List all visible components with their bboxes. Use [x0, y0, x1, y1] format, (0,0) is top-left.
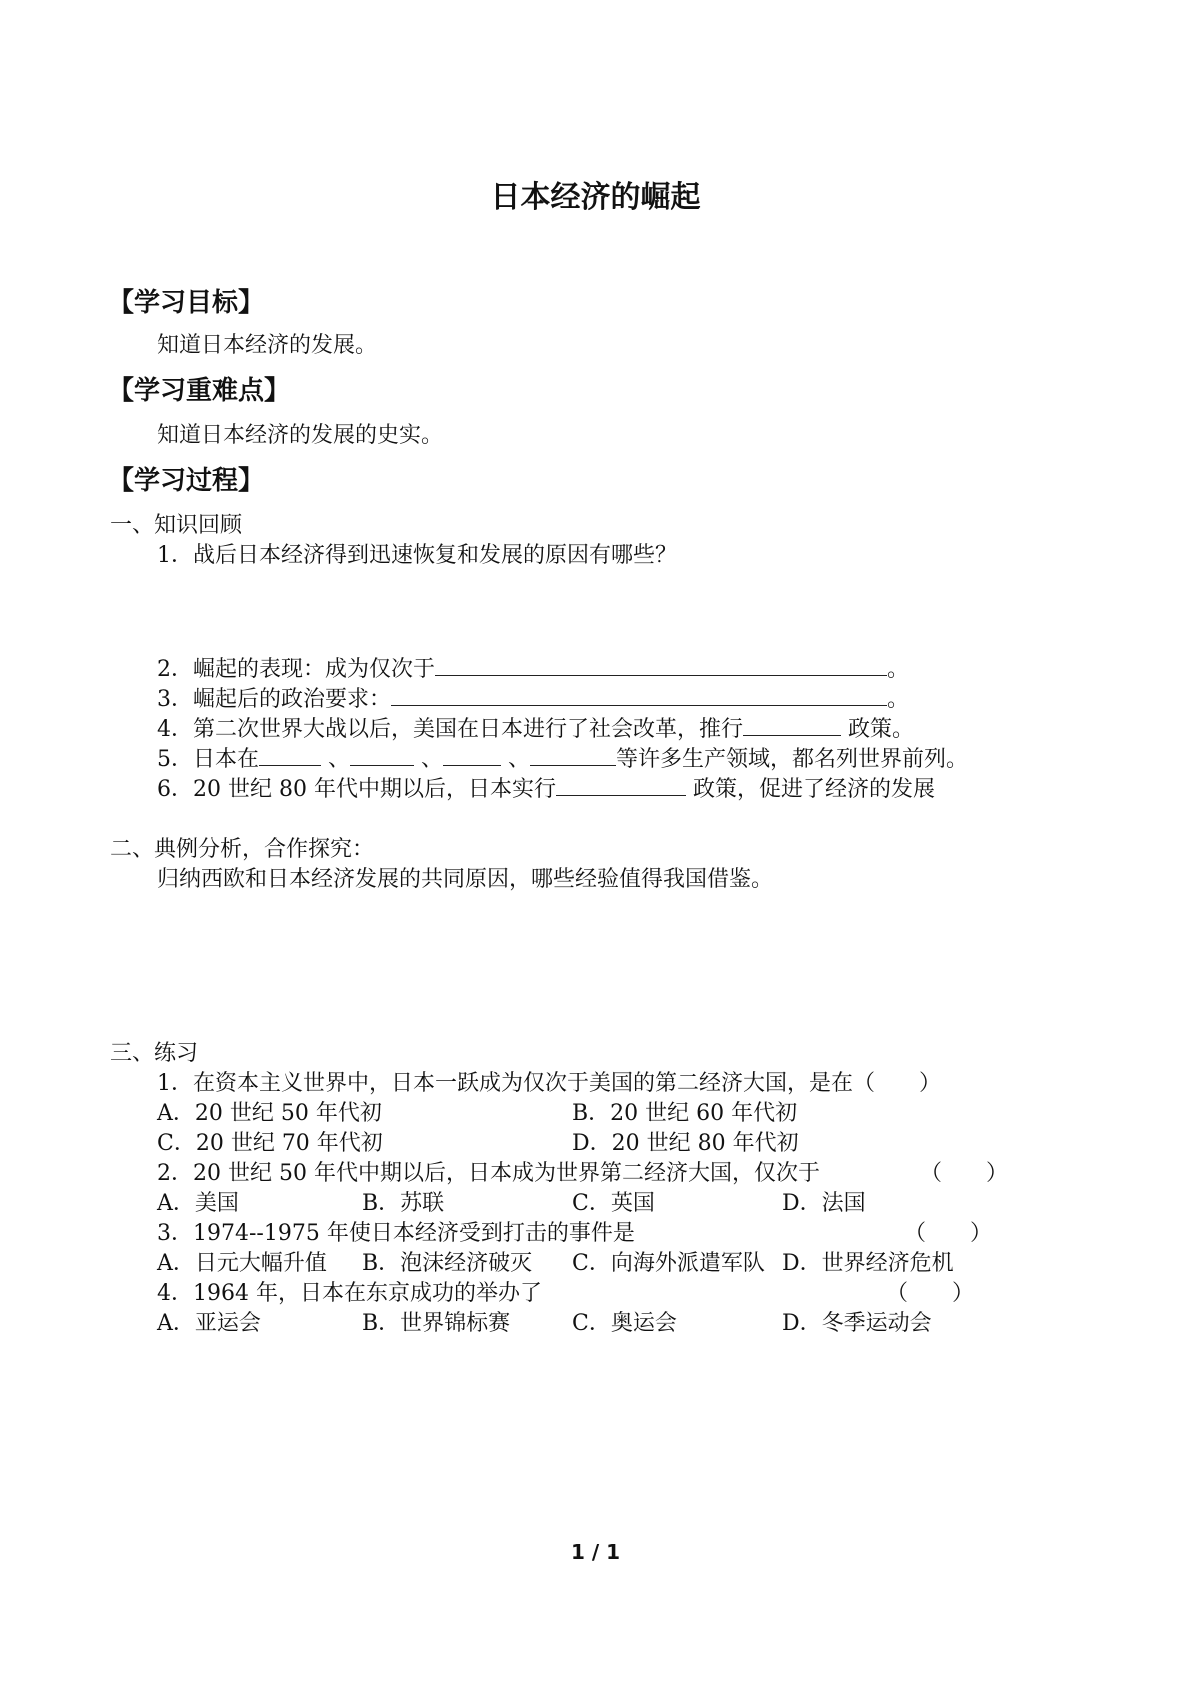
part3-heading: 三、练习: [110, 1041, 199, 1066]
exercise-1-option-a: A．20 世纪 50 年代初: [157, 1101, 382, 1126]
q3-suffix: 。: [887, 687, 910, 712]
part1-question-4: [157, 712, 914, 743]
q4-prefix: 4．第二次世界大战以后，美国在日本进行了社会改革，推行: [157, 717, 743, 742]
q3-prefix: 3．崛起后的政治要求：: [157, 687, 391, 712]
exercise-3-stem: 3．1974--1975 年使日本经济受到打击的事件是: [157, 1221, 635, 1246]
exercise-3-option-a: A．日元大幅升值: [157, 1251, 327, 1276]
q5-separator: 、: [414, 747, 443, 772]
key-points-text: 知道日本经济的发展的史实。: [157, 423, 444, 448]
exercise-2-option-c: C．英国: [572, 1191, 655, 1216]
fill-blank[interactable]: [391, 687, 887, 706]
fill-blank[interactable]: [743, 717, 841, 736]
learning-goal-text: 知道日本经济的发展。: [157, 333, 378, 358]
part1-question-1: 1．战后日本经济得到迅速恢复和发展的原因有哪些？: [157, 543, 677, 568]
exercise-1-option-b: B．20 世纪 60 年代初: [572, 1101, 798, 1126]
fill-blank[interactable]: [350, 747, 414, 766]
fill-blank[interactable]: [530, 747, 616, 766]
part1-question-3: [157, 682, 909, 713]
part1-question-6: [157, 772, 935, 803]
exercise-1-option-c: C．20 世纪 70 年代初: [157, 1131, 383, 1156]
q6-prefix: 6．20 世纪 80 年代中期以后，日本实行: [157, 777, 556, 802]
part1-heading: 一、知识回顾: [110, 513, 243, 538]
q6-suffix: 政策，促进了经济的发展: [685, 777, 935, 802]
exercise-4-option-c: C．奥运会: [572, 1311, 677, 1336]
exercise-2-option-a: A．美国: [157, 1191, 239, 1216]
q2-prefix: 2．崛起的表现：成为仅次于: [157, 657, 435, 682]
exercise-3-answer-parens: （ ）: [904, 1221, 993, 1246]
q4-suffix: 政策。: [841, 717, 914, 742]
q2-suffix: 。: [887, 657, 910, 682]
q5-suffix: 等许多生产领域，都名列世界前列。: [616, 747, 969, 772]
exercise-4-option-b: B．世界锦标赛: [362, 1311, 511, 1336]
q5-separator: 、: [321, 747, 350, 772]
q5-prefix: 5．日本在: [157, 747, 259, 772]
fill-blank[interactable]: [259, 747, 321, 766]
heading-learning-goal: 【学习目标】: [108, 288, 265, 318]
exercise-3-option-b: B．泡沫经济破灭: [362, 1251, 533, 1276]
exercise-2-answer-parens: （ ）: [920, 1161, 1009, 1186]
exercise-4-answer-parens: （ ）: [886, 1281, 975, 1306]
fill-blank[interactable]: [435, 657, 887, 676]
q5-separator: 、: [501, 747, 530, 772]
exercise-4-option-d: D．冬季运动会: [782, 1311, 932, 1336]
fill-blank[interactable]: [556, 777, 686, 796]
exercise-3-option-c: C．向海外派遣军队: [572, 1251, 765, 1276]
exercise-3-option-d: D．世界经济危机: [782, 1251, 954, 1276]
page-number: 1 / 1: [570, 1540, 621, 1564]
fill-blank[interactable]: [443, 747, 501, 766]
exercise-2-stem: 2．20 世纪 50 年代中期以后，日本成为世界第二经济大国，仅次于: [157, 1161, 820, 1186]
part2-text: 归纳西欧和日本经济发展的共同原因，哪些经验值得我国借鉴。: [157, 867, 774, 892]
exercise-2-option-b: B．苏联: [362, 1191, 445, 1216]
part1-question-5: [157, 742, 968, 773]
exercise-4-option-a: A．亚运会: [157, 1311, 261, 1336]
exercise-1-stem: 1．在资本主义世界中，日本一跃成为仅次于美国的第二经济大国，是在（ ）: [157, 1071, 941, 1096]
exercise-1-option-d: D．20 世纪 80 年代初: [572, 1131, 799, 1156]
page-title: 日本经济的崛起: [490, 180, 701, 215]
heading-learning-process: 【学习过程】: [108, 466, 265, 496]
heading-key-points: 【学习重难点】: [108, 376, 291, 406]
exercise-2-option-d: D．法国: [782, 1191, 866, 1216]
part1-question-2: [157, 652, 909, 683]
part2-heading: 二、典例分析，合作探究：: [110, 837, 375, 862]
exercise-4-stem: 4．1964 年，日本在东京成功的举办了: [157, 1281, 542, 1306]
